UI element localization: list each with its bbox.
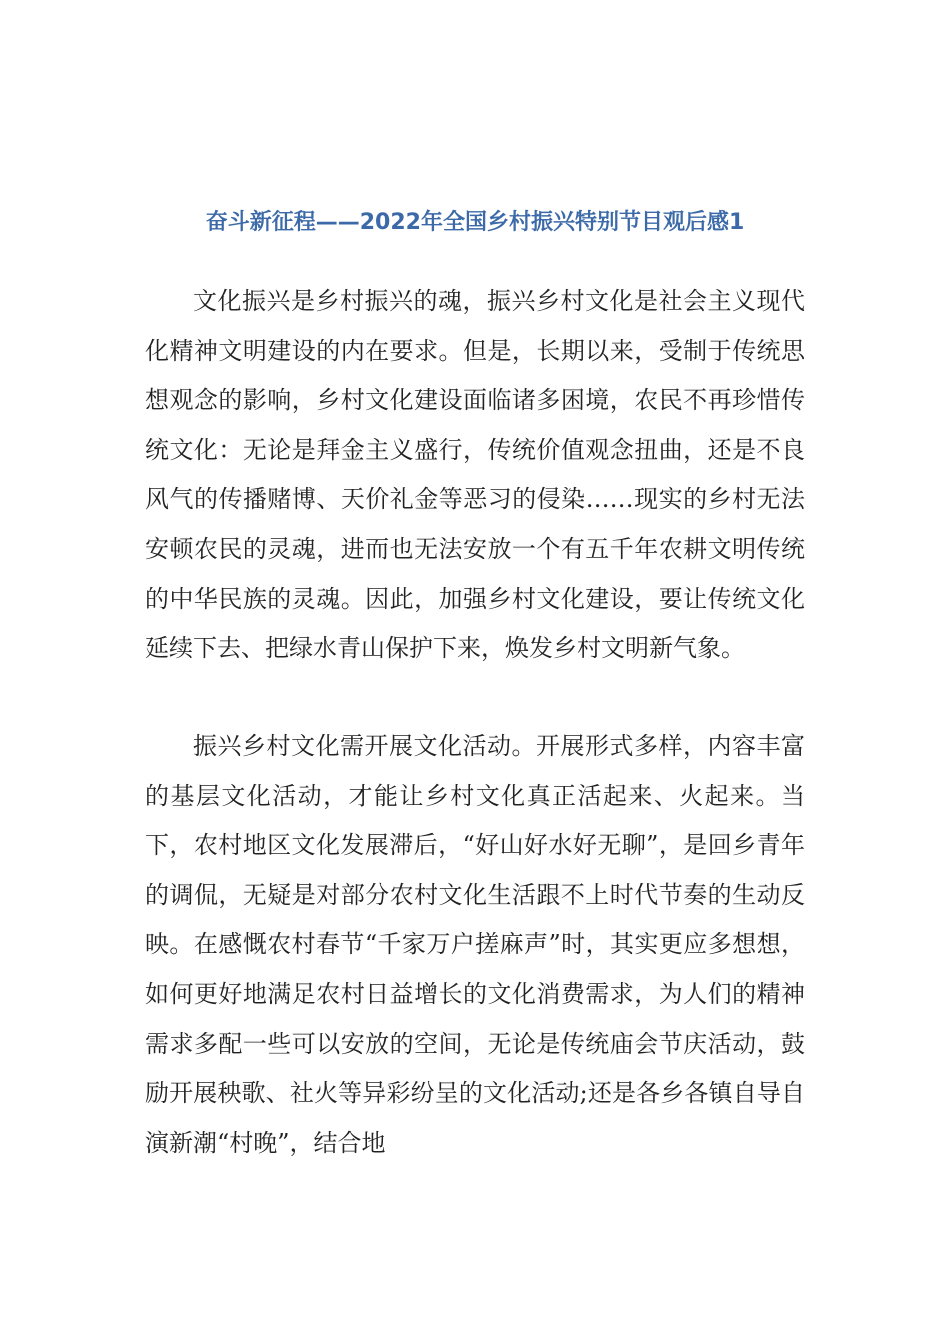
paragraph-2: 振兴乡村文化需开展文化活动。开展形式多样，内容丰富的基层文化活动，才能让乡村文化真正活起来、火起来。当下，农村地区文化发展滞后，“好山好水好无聊”，是回乡青年的调侃，无疑是对部分农村文化生活跟不上时代节奏的生动反映。在感慨农村春节“千家万户搓麻声”时，其实更应多想想，如何更好地满足农村日益增长的文化消费需求，为人们的精神需求多配一些可以安放的空间，无论是传统庙会节庆活动，鼓励开展秧歌、社火等异彩纷呈的文化活动;还是各乡各镇自导自演新潮“村晚”，结合地	[145, 732, 805, 1157]
document-title: 奋斗新征程——2022年全国乡村振兴特别节目观后感1	[205, 210, 745, 235]
paragraph-1: 文化振兴是乡村振兴的魂，振兴乡村文化是社会主义现代化精神文明建设的内在要求。但是，长期以来，受制于传统思想观念的影响，乡村文化建设面临诸多困境，农民不再珍惜传统文化：无论是拜金主义盛行，传统价值观念扭曲，还是不良风气的传播赌博、天价礼金等恶习的侵染……现实的乡村无法安顿农民的灵魂，进而也无法安放一个有五千年农耕文明传统的中华民族的灵魂。因此，加强乡村文化建设，要让传统文化延续下去、把绿水青山保护下来，焕发乡村文明新气象。	[145, 287, 805, 663]
